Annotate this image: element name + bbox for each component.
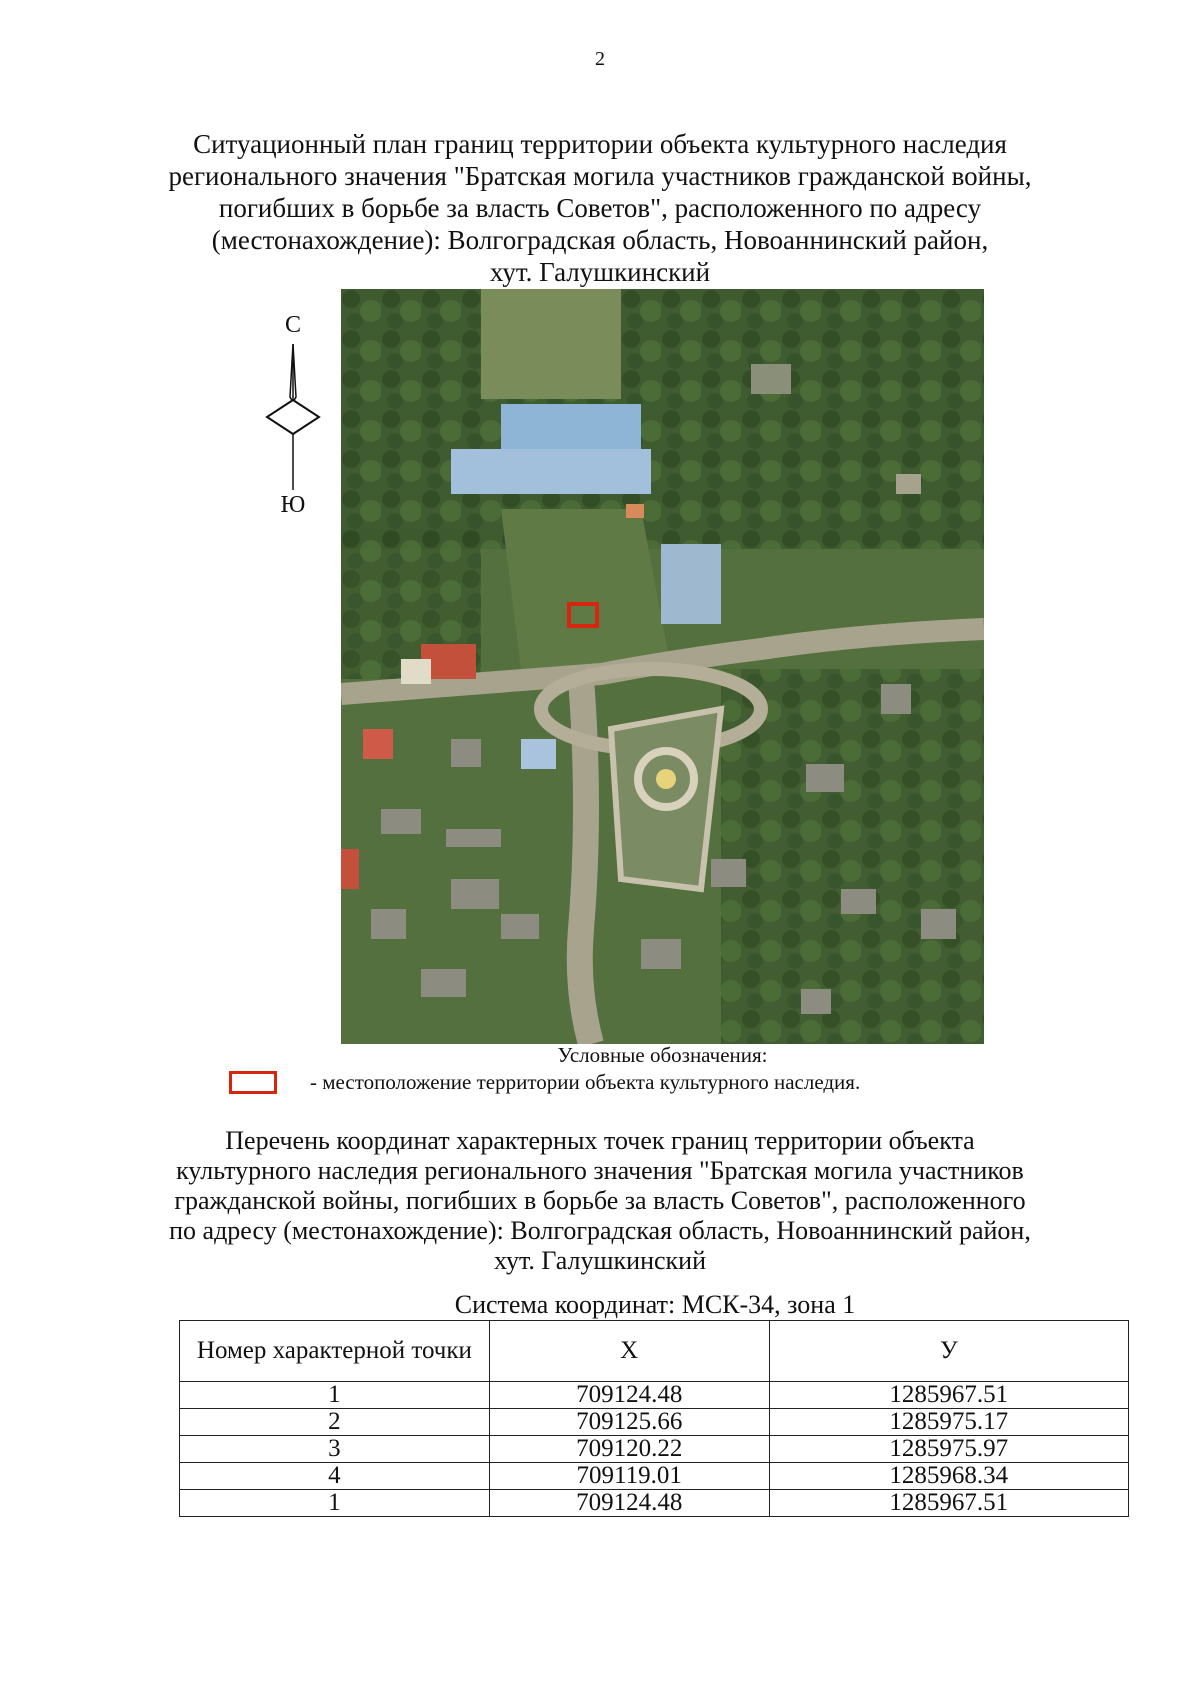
list-title-line: хут. Галушкинский — [493, 1246, 707, 1275]
x-cell: 709125.66 — [489, 1409, 769, 1436]
header-point-number: Номер характерной точки — [180, 1321, 490, 1382]
table-row — [180, 1382, 1129, 1409]
point-number-cell: 4 — [180, 1463, 490, 1490]
table-row — [180, 1463, 1129, 1490]
header-y: У — [769, 1321, 1128, 1382]
plan-title — [150, 128, 1050, 288]
compass-south-label: Ю — [280, 492, 306, 518]
x-cell: 709124.48 — [489, 1382, 769, 1409]
coordinates-list-title — [150, 1126, 1050, 1276]
list-title-line: Перечень координат характерных точек границ территории объекта — [225, 1126, 975, 1155]
list-title-line: культурного наследия регионального значения "Братская могила участников — [176, 1156, 1024, 1185]
y-cell: 1285968.34 — [769, 1463, 1128, 1490]
compass-rose — [263, 312, 323, 522]
y-cell: 1285975.17 — [769, 1409, 1128, 1436]
list-title-line: по адресу (местонахождение): Волгоградская область, Новоаннинский район, — [169, 1216, 1031, 1245]
table-row — [180, 1490, 1129, 1517]
y-cell: 1285975.97 — [769, 1436, 1128, 1463]
x-cell: 709124.48 — [489, 1490, 769, 1517]
point-number-cell: 1 — [180, 1382, 490, 1409]
point-number-cell: 1 — [180, 1490, 490, 1517]
compass-north-label: С — [284, 312, 301, 338]
plan-title-line: (местонахождение): Волгоградская область, Новоаннинский район, — [211, 225, 989, 255]
y-cell: 1285967.51 — [769, 1382, 1128, 1409]
legend-title: Условные обозначения: — [557, 1043, 768, 1067]
list-title-line: гражданской войны, погибших в борьбе за власть Советов", расположенного — [174, 1186, 1026, 1215]
satellite-map — [341, 289, 984, 1044]
y-cell: 1285967.51 — [769, 1490, 1128, 1517]
plan-title-line: хут. Галушкинский — [489, 257, 711, 287]
coordinate-system-caption: Система координат: МСК-34, зона 1 — [454, 1290, 856, 1319]
point-number-cell: 3 — [180, 1436, 490, 1463]
table-row — [180, 1409, 1129, 1436]
plan-title-line: регионального значения "Братская могила участников гражданской войны, — [168, 161, 1032, 191]
x-cell: 709119.01 — [489, 1463, 769, 1490]
table-header-row — [180, 1321, 1129, 1382]
compass-arrow-icon — [263, 342, 323, 492]
plan-title-line: Ситуационный план границ территории объекта культурного наследия — [193, 129, 1007, 159]
table-row — [180, 1436, 1129, 1463]
point-number-cell: 2 — [180, 1409, 490, 1436]
legend-site-symbol — [229, 1071, 277, 1094]
coordinates-table — [179, 1320, 1129, 1517]
legend-site-label: - местоположение территории объекта культурного наследия. — [310, 1070, 861, 1094]
x-cell: 709120.22 — [489, 1436, 769, 1463]
plan-title-line: погибших в борьбе за власть Советов", расположенного по адресу — [218, 193, 982, 223]
page-number: 2 — [595, 48, 605, 70]
header-x: X — [489, 1321, 769, 1382]
